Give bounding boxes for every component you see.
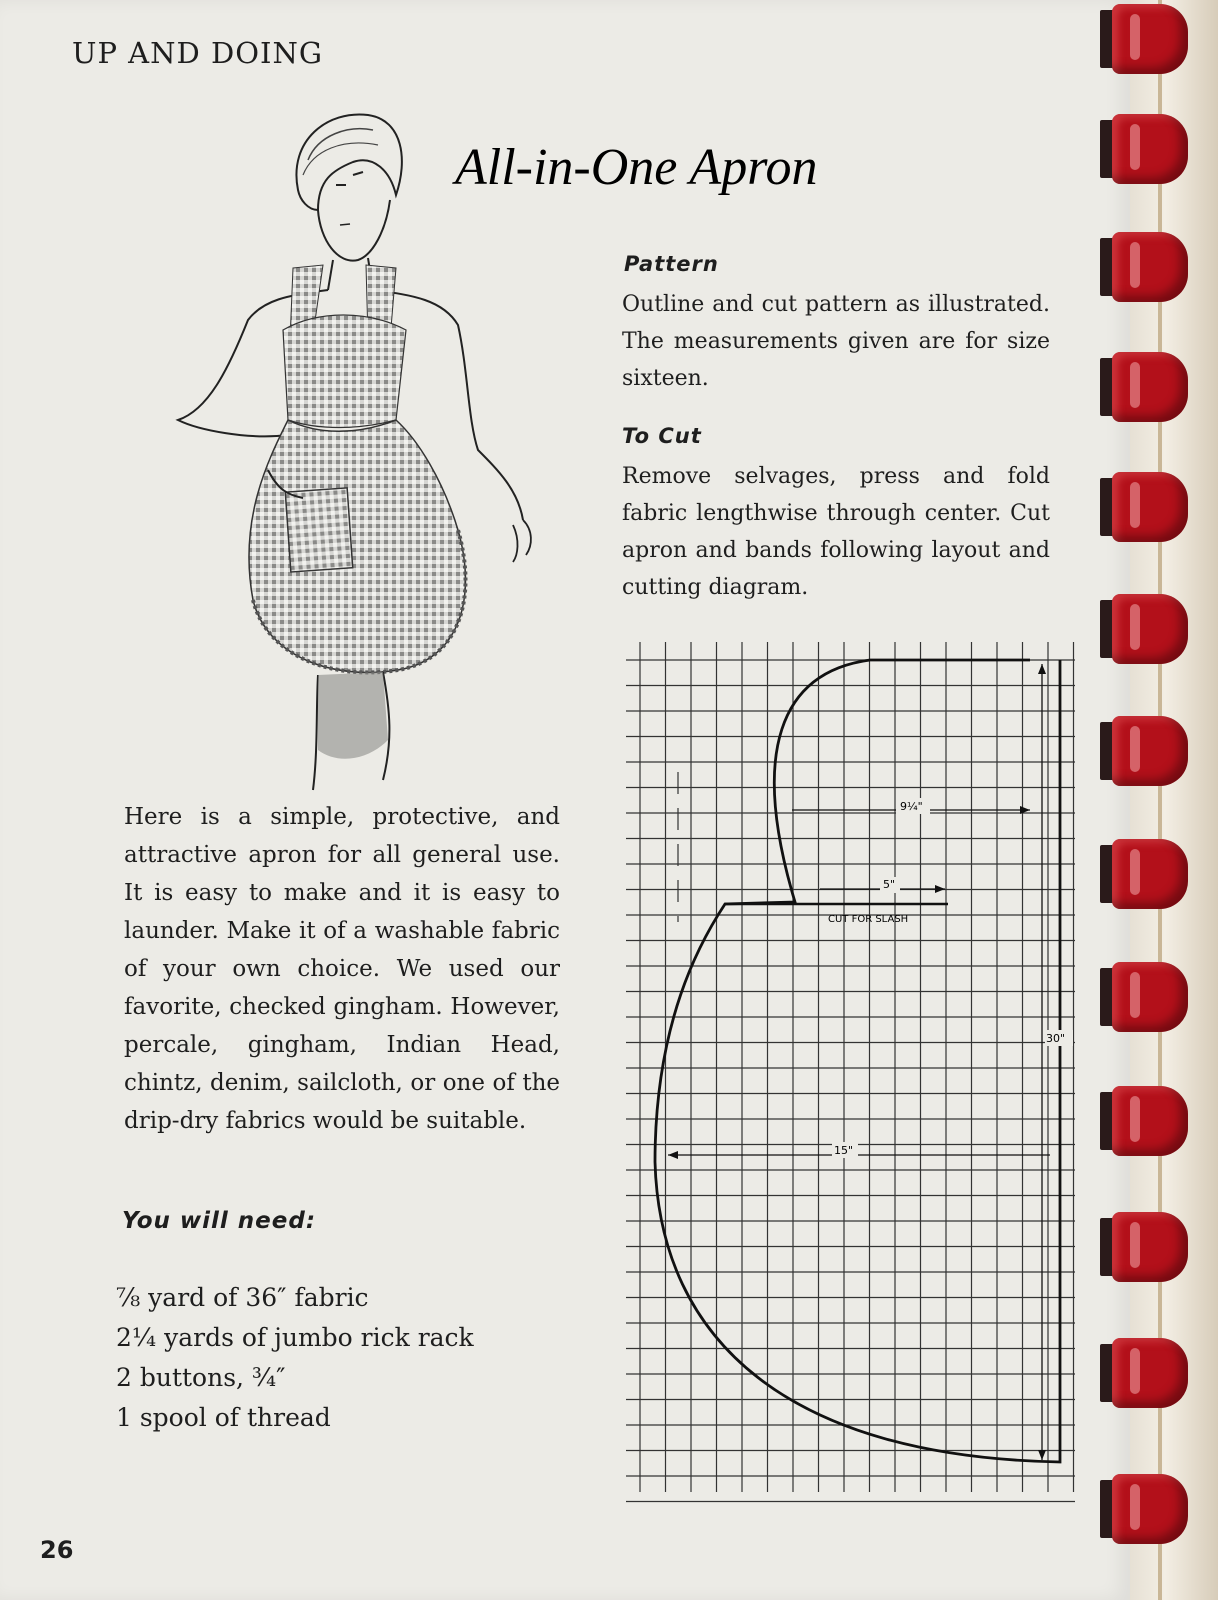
- list-item: 2¼ yards of jumbo rick rack: [116, 1323, 474, 1352]
- list-item: 2 buttons, ¾″: [116, 1363, 286, 1392]
- height-label: 30": [1046, 1032, 1066, 1045]
- pattern-heading: Pattern: [624, 252, 719, 276]
- page-number: 26: [40, 1536, 74, 1564]
- binding-ring: [1100, 594, 1192, 664]
- list-item: ⅞ yard of 36″ fabric: [116, 1283, 369, 1312]
- binding-ring: [1100, 472, 1192, 542]
- list-item: 1 spool of thread: [116, 1403, 331, 1432]
- binding-ring: [1100, 4, 1192, 74]
- binding-ring: [1100, 1338, 1192, 1408]
- to-cut-text: Remove selvages, press and fold fabric lengthwise through center. Cut apron and bands following layout and cutting diagram.: [622, 464, 1050, 600]
- binding-ring: [1100, 839, 1192, 909]
- binding-ring: [1100, 114, 1192, 184]
- slash-length-label: 5": [883, 878, 896, 891]
- binding-ring: [1100, 716, 1192, 786]
- pattern-text: Outline and cut pattern as illustrated. The measurements given are for size sixteen.: [622, 292, 1050, 391]
- binding-ring: [1100, 1086, 1192, 1156]
- to-cut-heading: To Cut: [622, 424, 702, 448]
- cut-for-slash-label: CUT FOR SLASH: [828, 914, 909, 925]
- binding-ring: [1100, 1212, 1192, 1282]
- diagram-grid: [626, 642, 1075, 1502]
- pattern-outline: [655, 660, 1060, 1462]
- running-head: UP AND DOING: [72, 36, 323, 70]
- you-will-need-heading: You will need:: [122, 1208, 317, 1234]
- binding-ring: [1100, 1474, 1192, 1544]
- cutting-diagram: [620, 642, 1090, 1522]
- apron-illustration: [168, 100, 548, 800]
- half-width-label: 15": [834, 1144, 854, 1157]
- materials-list: [116, 1278, 474, 1438]
- page-title: All-in-One Apron: [455, 139, 818, 196]
- bib-width-label: 9¼": [900, 800, 923, 813]
- binding-ring: [1100, 352, 1192, 422]
- intro-paragraph: Here is a simple, protective, and attractive apron for all general use. It is easy to make and it is easy to launder. Make it of a washable fabric of your own choice. We used our favorite, checked gingham. However, percale, gingham, Indian Head, chintz, denim, sailcloth, or one of the drip-dry fabrics would be suitable.: [124, 804, 560, 1134]
- binding-ring: [1100, 232, 1192, 302]
- binding-ring: [1100, 962, 1192, 1032]
